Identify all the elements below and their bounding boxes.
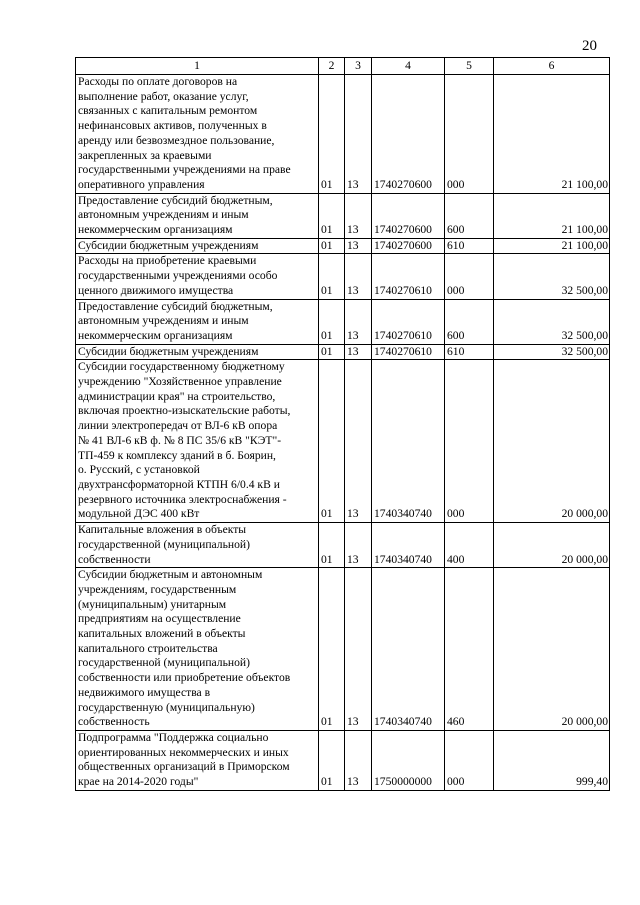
- row-target-cell: 1740270600: [372, 193, 445, 238]
- row-amount-cell: 999,40: [494, 730, 610, 790]
- table-body: [76, 75, 610, 791]
- row-expense-type-cell: 600: [445, 193, 494, 238]
- table-row: [76, 568, 610, 731]
- row-target-cell: 1740270600: [372, 75, 445, 194]
- row-subsection-cell: 13: [345, 254, 372, 299]
- row-expense-type-cell: 000: [445, 254, 494, 299]
- header-col-2: 2: [319, 58, 345, 75]
- row-subsection-cell: 13: [345, 730, 372, 790]
- row-subsection-cell: 13: [345, 75, 372, 194]
- row-amount-cell: 20 000,00: [494, 568, 610, 731]
- row-subsection-cell: 13: [345, 299, 372, 344]
- row-amount-cell: 32 500,00: [494, 254, 610, 299]
- table-row: [76, 730, 610, 790]
- row-section-cell: 01: [319, 568, 345, 731]
- row-amount-cell: 32 500,00: [494, 344, 610, 360]
- row-expense-type-cell: 460: [445, 568, 494, 731]
- table-header: [76, 58, 610, 75]
- row-target-cell: 1750000000: [372, 730, 445, 790]
- row-target-cell: 1740270600: [372, 238, 445, 254]
- row-section-cell: 01: [319, 75, 345, 194]
- row-section-cell: 01: [319, 730, 345, 790]
- row-name-cell: Расходы на приобретение краевыми государственными учреждениями особо ценного движимого имущества: [76, 254, 319, 299]
- row-name-cell: Субсидии бюджетным учреждениям: [76, 238, 319, 254]
- row-subsection-cell: 13: [345, 193, 372, 238]
- row-name-cell: Предоставление субсидий бюджетным, автономным учреждениям и иным некоммерческим организациям: [76, 299, 319, 344]
- page-number: 20: [582, 38, 597, 54]
- header-row: [76, 58, 610, 75]
- header-col-1: 1: [76, 58, 319, 75]
- row-amount-cell: 32 500,00: [494, 299, 610, 344]
- row-expense-type-cell: 600: [445, 299, 494, 344]
- row-amount-cell: 21 100,00: [494, 238, 610, 254]
- row-amount-cell: 21 100,00: [494, 75, 610, 194]
- row-amount-cell: 20 000,00: [494, 523, 610, 568]
- row-section-cell: 01: [319, 254, 345, 299]
- header-col-6: 6: [494, 58, 610, 75]
- row-target-cell: 1740340740: [372, 360, 445, 523]
- row-name-cell: Субсидии бюджетным учреждениям: [76, 344, 319, 360]
- table-row: [76, 238, 610, 254]
- header-col-4: 4: [372, 58, 445, 75]
- row-name-cell: Расходы по оплате договоров на выполнение работ, оказание услуг, связанных с капитальным ремонтом нефинансовых активов, полученных в аренду или безвозмездное пользование, закрепленных за краевыми государственными учреждениями на праве оперативного управления: [76, 75, 319, 194]
- row-expense-type-cell: 000: [445, 360, 494, 523]
- row-expense-type-cell: 400: [445, 523, 494, 568]
- table-row: [76, 344, 610, 360]
- table-row: [76, 75, 610, 194]
- row-expense-type-cell: 610: [445, 238, 494, 254]
- row-name-cell: Капитальные вложения в объекты государственной (муниципальной) собственности: [76, 523, 319, 568]
- table-row: [76, 523, 610, 568]
- row-expense-type-cell: 000: [445, 75, 494, 194]
- table-row: [76, 193, 610, 238]
- row-section-cell: 01: [319, 523, 345, 568]
- header-col-3: 3: [345, 58, 372, 75]
- row-expense-type-cell: 610: [445, 344, 494, 360]
- row-target-cell: 1740340740: [372, 568, 445, 731]
- table-row: [76, 299, 610, 344]
- row-name-cell: Подпрограмма "Поддержка социально ориентированных некоммерческих и иных общественных организаций в Приморском крае на 2014-2020 годы": [76, 730, 319, 790]
- row-target-cell: 1740340740: [372, 523, 445, 568]
- row-subsection-cell: 13: [345, 344, 372, 360]
- row-target-cell: 1740270610: [372, 254, 445, 299]
- table-row: [76, 254, 610, 299]
- row-section-cell: 01: [319, 299, 345, 344]
- row-subsection-cell: 13: [345, 360, 372, 523]
- row-name-cell: Предоставление субсидий бюджетным, автономным учреждениям и иным некоммерческим организациям: [76, 193, 319, 238]
- row-subsection-cell: 13: [345, 523, 372, 568]
- row-section-cell: 01: [319, 344, 345, 360]
- row-name-cell: Субсидии государственному бюджетному учреждению "Хозяйственное управление администрации края" на строительство, включая проектно-изыскательские работы, линии электропередач от ВЛ-6 кВ опора № 41 ВЛ-6 кВ ф. № 8 ПС 35/6 кВ "КЭТ"- ТП-459 к комплексу зданий в б. Боярин, о. Русский, с установкой двухтрансформаторной КТПН 6/0.4 кВ и резервного источника электроснабжения - модульной ДЭС 400 кВт: [76, 360, 319, 523]
- budget-table: [75, 57, 610, 791]
- row-expense-type-cell: 000: [445, 730, 494, 790]
- row-amount-cell: 20 000,00: [494, 360, 610, 523]
- row-name-cell: Субсидии бюджетным и автономным учреждениям, государственным (муниципальным) унитарным предприятиям на осуществление капитальных вложений в объекты капитального строительства государственной (муниципальной) собственности или приобретение объектов недвижимого имущества в государственную (муниципальную) собственность: [76, 568, 319, 731]
- row-section-cell: 01: [319, 360, 345, 523]
- table-row: [76, 360, 610, 523]
- row-section-cell: 01: [319, 238, 345, 254]
- header-col-5: 5: [445, 58, 494, 75]
- row-section-cell: 01: [319, 193, 345, 238]
- row-subsection-cell: 13: [345, 568, 372, 731]
- row-amount-cell: 21 100,00: [494, 193, 610, 238]
- row-target-cell: 1740270610: [372, 299, 445, 344]
- row-target-cell: 1740270610: [372, 344, 445, 360]
- row-subsection-cell: 13: [345, 238, 372, 254]
